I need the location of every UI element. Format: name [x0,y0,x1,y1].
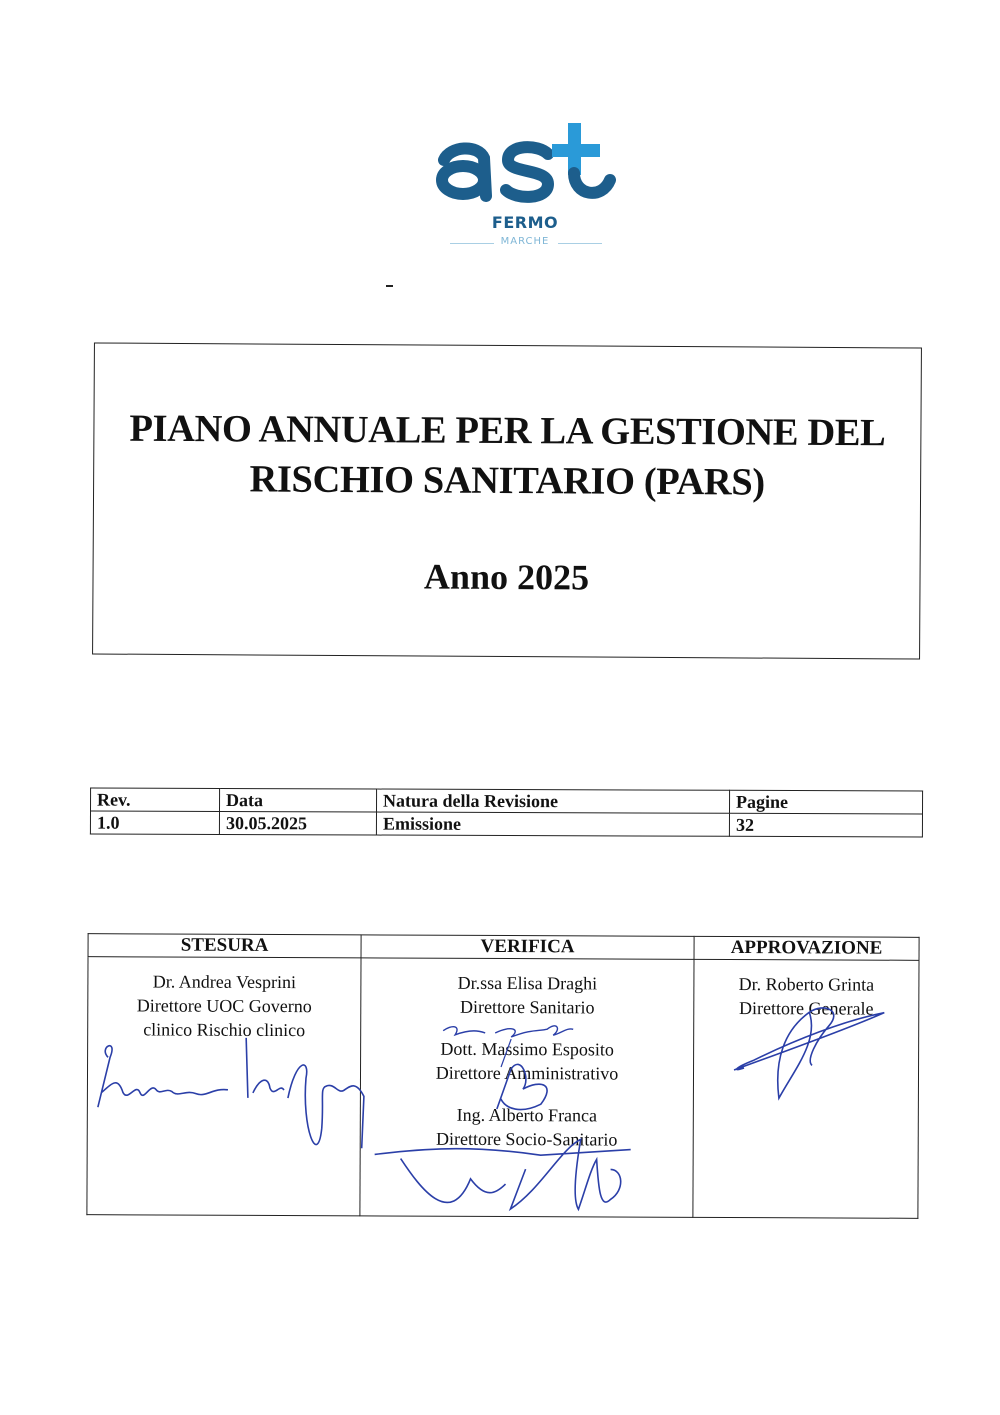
cell-data: 30.05.2025 [219,811,376,835]
signer-name: Dott. Massimo Esposito [440,1038,614,1060]
signer-role: Direttore Amministrativo [435,1062,619,1084]
signature-table [86,933,919,1219]
signer-stesura [89,969,359,1042]
document-title [94,403,921,508]
approvazione-cell [693,959,919,1218]
header-verifica: VERIFICA [361,935,694,959]
signer-role: Direttore Generale [739,998,874,1019]
signer-verifica-amministrativo [362,1036,692,1085]
title-line-1: PIANO ANNUALE PER LA GESTIONE DEL [129,407,886,455]
signer-verifica-sociosanitario [362,1102,692,1151]
cell-rev: 1.0 [90,811,219,834]
header-stesura: STESURA [88,934,361,958]
document-year: Anno 2025 [423,556,590,598]
signer-role: clinico Rischio clinico [143,1019,306,1041]
stray-dash-mark [386,285,393,287]
stesura-cell [87,957,361,1216]
signer-verifica-sanitario [362,970,692,1019]
signer-role: Direttore UOC Governo [136,995,312,1017]
ast-fermo-logo [430,118,620,258]
table-row [90,811,922,837]
signer-name: Dr. Roberto Grinta [738,974,875,995]
title-line-2: RISCHIO SANITARIO (PARS) [249,458,765,504]
signer-name: Ing. Alberto Franca [456,1104,598,1126]
ast-logo-mark-icon [430,118,620,208]
header-data: Data [220,788,377,812]
revision-table-header [91,788,923,814]
cell-pagine: 32 [729,813,922,837]
signer-role: Direttore Sanitario [460,996,595,1018]
header-approvazione: APPROVAZIONE [694,936,919,960]
revision-table [90,788,923,838]
signer-name: Dr.ssa Elisa Draghi [457,972,598,994]
signature-table-body [87,957,919,1219]
signer-approvazione [695,972,917,1021]
header-natura: Natura della Revisione [377,789,730,813]
logo-divider-right [558,243,602,244]
signer-name: Dr. Andrea Vesprini [152,971,297,993]
signer-role: Direttore Socio-Sanitario [435,1128,618,1150]
cell-natura: Emissione [376,812,729,836]
header-pagine: Pagine [729,790,922,814]
title-box [92,342,922,659]
logo-marche-text: MARCHE [500,236,550,247]
verifica-cell [360,958,694,1217]
logo-fermo-text: FERMO [491,213,559,232]
header-rev: Rev. [91,788,220,811]
